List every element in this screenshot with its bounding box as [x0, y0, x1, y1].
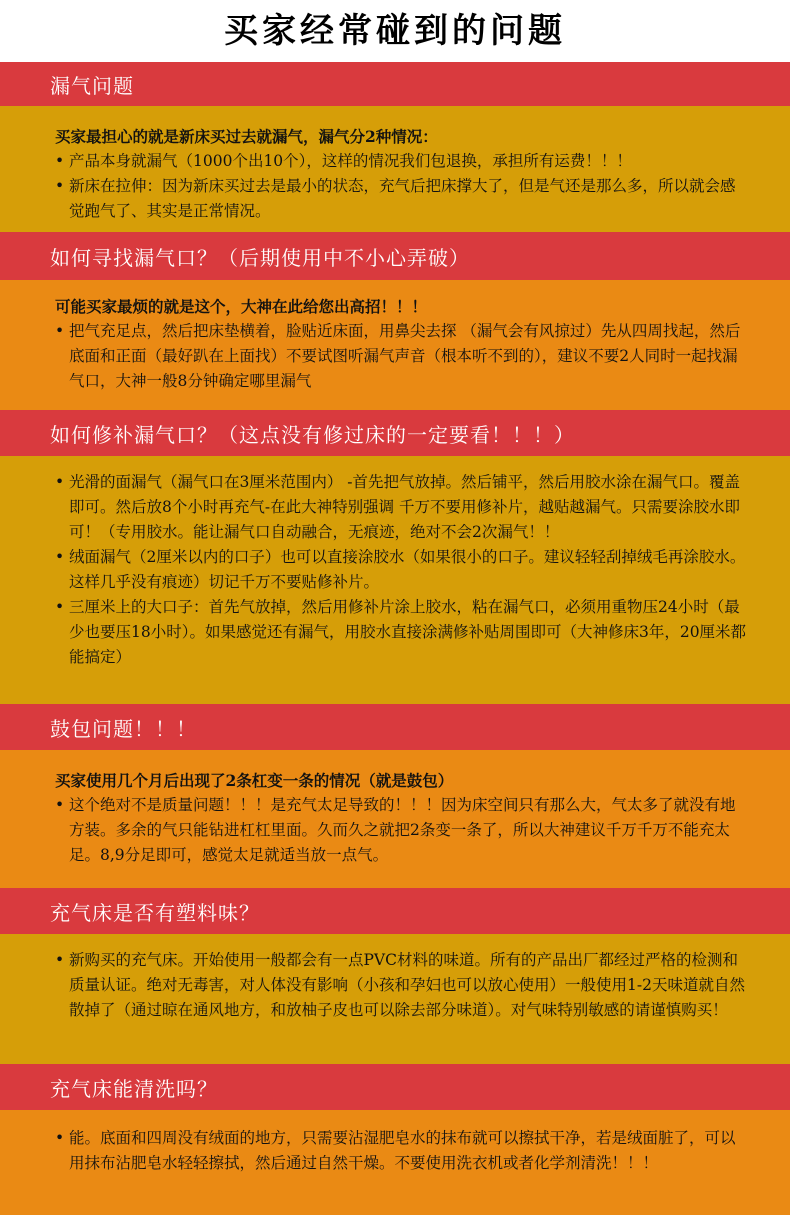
list-item: • 三厘米上的大口子：首先气放掉，然后用修补片涂上胶水，粘在漏气口，必须用重物压24小时（最少也要压18小时）。如果感觉还有漏气，用胶水直接涂满修补贴周围即可（大神修床3年，20厘米都能搞定）	[55, 595, 750, 670]
section-body-find-leak	[0, 280, 790, 410]
section-body-repair	[0, 456, 790, 704]
list-item: • 光滑的面漏气（漏气口在3厘米范围内） -首先把气放掉。然后铺平，然后用胶水涂在漏气口。覆盖即可。然后放8个小时再充气-在此大神特别强调 千万不要用修补片，越贴越漏气。只需要涂胶水即可！（专用胶水。能让漏气口自动融合，无痕迹，绝对不会2次漏气！！	[55, 470, 750, 545]
section-header-leak: 漏气问题	[0, 62, 790, 106]
section-body-smell	[0, 934, 790, 1064]
bullet-icon: •	[55, 1129, 65, 1147]
list-item: • 新购买的充气床。开始使用一般都会有一点PVC材料的味道。所有的产品出厂都经过严格的检测和质量认证。绝对无毒害，对人体没有影响（小孩和孕妇也可以放心使用）一般使用1-2天味道就自然散掉了（通过晾在通风地方，和放柚子皮也可以除去部分味道）。对气味特别敏感的请谨慎购买！	[55, 948, 750, 1023]
bullet-icon: •	[55, 951, 65, 969]
bullet-icon: •	[55, 548, 65, 566]
section-intro: 可能买家最烦的就是这个，大神在此给您出高招！！！	[55, 297, 428, 316]
list-item: • 把气充足点，然后把床垫横着，脸贴近床面，用鼻尖去探 （漏气会有风掠过）先从四周找起，然后底面和正面（最好趴在上面找）不要试图听漏气声音（根本听不到的），建议不要2人同时一起找漏气口，大神一般8分钟确定哪里漏气	[55, 319, 750, 394]
bullet-icon: •	[55, 322, 65, 340]
list-item: • 绒面漏气（2厘米以内的口子）也可以直接涂胶水（如果很小的口子。建议轻轻刮掉绒毛再涂胶水。这样几乎没有痕迹）切记千万不要贴修补片。	[55, 545, 750, 595]
list-item: • 新床在拉伸：因为新床买过去是最小的状态，充气后把床撑大了，但是气还是那么多，所以就会感觉跑气了、其实是正常情况。	[55, 174, 750, 224]
bullet-icon: •	[55, 177, 65, 195]
section-header-bulge: 鼓包问题！！！	[0, 704, 790, 750]
section-body-clean	[0, 1110, 790, 1215]
section-header-repair: 如何修补漏气口？（这点没有修过床的一定要看！！！）	[0, 410, 790, 456]
page-title: 买家经常碰到的问题	[224, 11, 566, 51]
section-intro: 买家最担心的就是新床买过去就漏气，漏气分2种情况：	[55, 127, 438, 146]
section-header-clean: 充气床能清洗吗？	[0, 1064, 790, 1110]
bullet-icon: •	[55, 152, 65, 170]
section-header-find-leak: 如何寻找漏气口？（后期使用中不小心弄破）	[0, 232, 790, 280]
bullet-icon: •	[55, 473, 65, 491]
list-item: • 能。底面和四周没有绒面的地方，只需要沾湿肥皂水的抹布就可以擦拭干净，若是绒面脏了，可以用抹布沾肥皂水轻轻擦拭，然后通过自然干燥。不要使用洗衣机或者化学剂清洗！！！	[55, 1126, 750, 1176]
section-intro: 买家使用几个月后出现了2条杠变一条的情况（就是鼓包）	[55, 771, 454, 790]
bullet-icon: •	[55, 796, 65, 814]
section-body-leak	[0, 106, 790, 232]
bullet-icon: •	[55, 598, 65, 616]
list-item: • 这个绝对不是质量问题！！！是充气太足导致的！！！因为床空间只有那么大，气太多了就没有地方装。多余的气只能钻进杠杠里面。久而久之就把2条变一条了，所以大神建议千万千万不能充太足。8,9分足即可，感觉太足就适当放一点气。	[55, 793, 750, 868]
list-item: • 产品本身就漏气（1000个出10个），这样的情况我们包退换，承担所有运费！！！	[55, 149, 750, 174]
section-header-smell: 充气床是否有塑料味？	[0, 888, 790, 934]
section-body-bulge	[0, 750, 790, 888]
